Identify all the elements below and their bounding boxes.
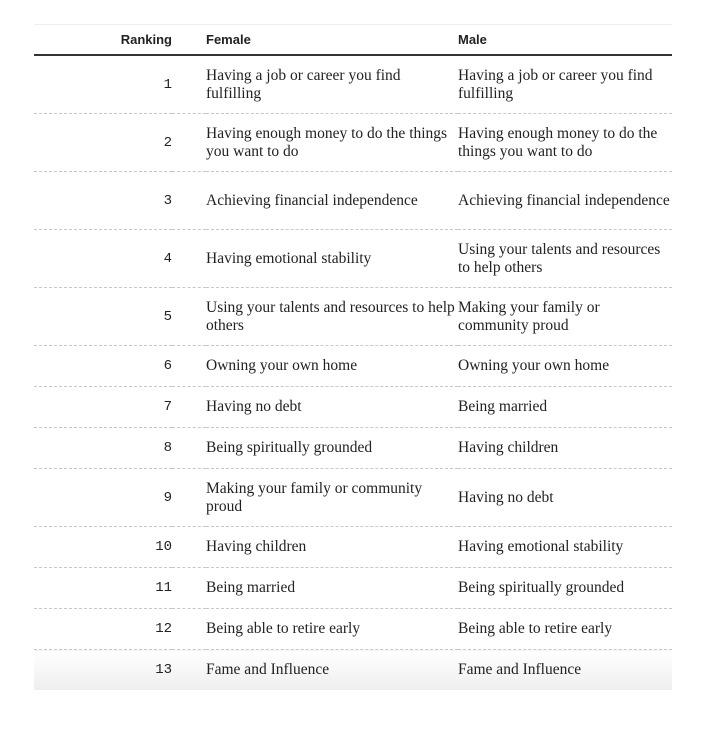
table-row [34,172,672,230]
table-row [34,428,672,469]
table-row [34,650,672,691]
row-spacer [172,650,206,691]
table-row [34,230,672,288]
table-row [34,469,672,527]
rank-cell: 7 [34,387,172,428]
female-cell: Achieving financial independence [206,172,458,230]
table-row [34,527,672,568]
header-ranking: Ranking [34,25,172,55]
female-cell: Using your talents and resources to help others [206,288,458,346]
male-cell: Having children [458,428,672,469]
male-cell: Being married [458,387,672,428]
header-female: Female [206,25,458,55]
male-cell: Having emotional stability [458,527,672,568]
female-cell: Making your family or community proud [206,469,458,527]
row-spacer [172,172,206,230]
rank-cell: 2 [34,114,172,172]
male-cell: Having enough money to do the things you want to do [458,114,672,172]
rank-cell: 5 [34,288,172,346]
male-cell: Being spiritually grounded [458,568,672,609]
row-spacer [172,346,206,387]
female-cell: Being spiritually grounded [206,428,458,469]
female-cell: Owning your own home [206,346,458,387]
table-row [34,568,672,609]
table-row [34,55,672,114]
row-spacer [172,527,206,568]
table-row [34,114,672,172]
female-cell: Having no debt [206,387,458,428]
male-cell: Fame and Influence [458,650,672,691]
rank-cell: 13 [34,650,172,691]
table-row [34,288,672,346]
rank-cell: 6 [34,346,172,387]
female-cell: Being able to retire early [206,609,458,650]
row-spacer [172,568,206,609]
row-spacer [172,387,206,428]
ranking-table-container [34,24,672,690]
rank-cell: 4 [34,230,172,288]
male-cell: Achieving financial independence [458,172,672,230]
row-spacer [172,288,206,346]
row-spacer [172,114,206,172]
female-cell: Having enough money to do the things you want to do [206,114,458,172]
rank-cell: 9 [34,469,172,527]
table-row [34,387,672,428]
row-spacer [172,428,206,469]
row-spacer [172,230,206,288]
table-row [34,346,672,387]
male-cell: Having no debt [458,469,672,527]
row-spacer [172,609,206,650]
header-spacer [172,25,206,55]
female-cell: Having a job or career you find fulfilling [206,55,458,114]
rank-cell: 10 [34,527,172,568]
rank-cell: 11 [34,568,172,609]
male-cell: Making your family or community proud [458,288,672,346]
row-spacer [172,55,206,114]
header-male: Male [458,25,672,55]
rank-cell: 1 [34,55,172,114]
female-cell: Having emotional stability [206,230,458,288]
row-spacer [172,469,206,527]
male-cell: Having a job or career you find fulfilling [458,55,672,114]
rank-cell: 8 [34,428,172,469]
table-header-row [34,25,672,55]
rank-cell: 3 [34,172,172,230]
male-cell: Using your talents and resources to help others [458,230,672,288]
female-cell: Being married [206,568,458,609]
female-cell: Having children [206,527,458,568]
female-cell: Fame and Influence [206,650,458,691]
ranking-table [34,25,672,690]
rank-cell: 12 [34,609,172,650]
table-row [34,609,672,650]
male-cell: Owning your own home [458,346,672,387]
male-cell: Being able to retire early [458,609,672,650]
